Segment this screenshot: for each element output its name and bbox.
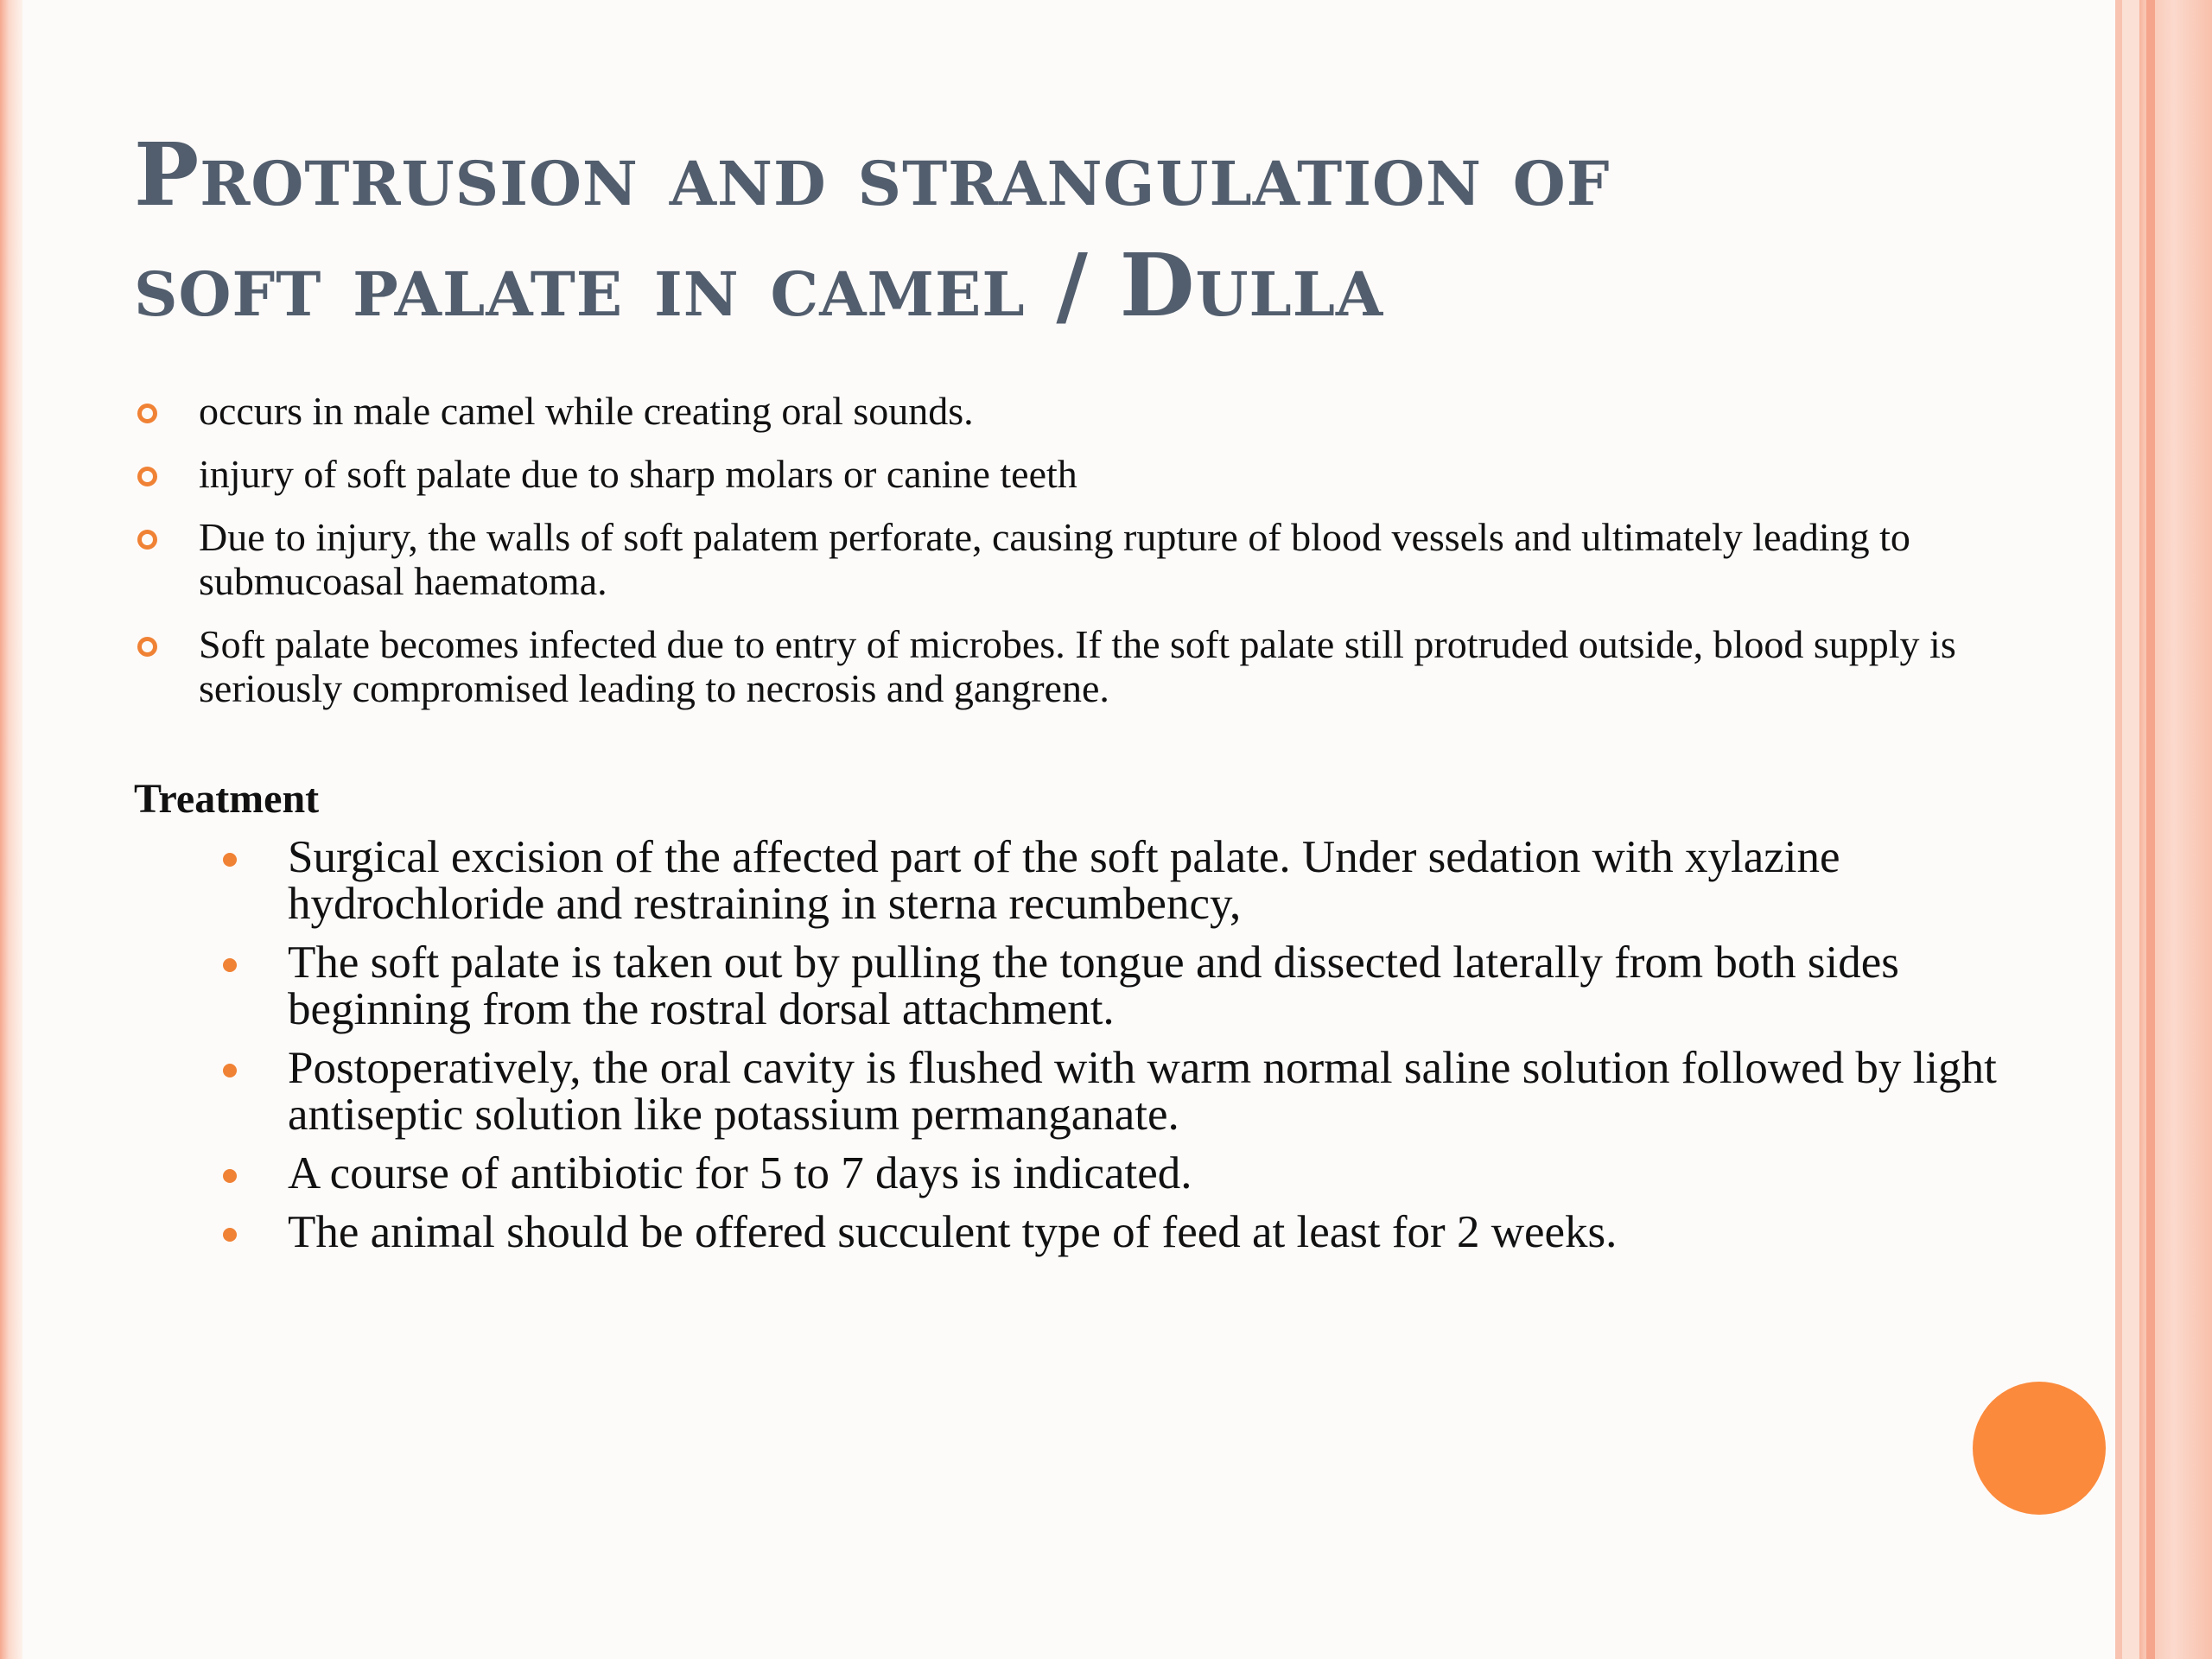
treatment-text: Surgical excision of the affected part of the soft palate. Under sedation with xylazine hydrochloride and restraining in sterna recumbency, <box>288 832 1840 929</box>
dot-bullet-icon <box>223 1169 237 1183</box>
list-item <box>223 1150 2020 1197</box>
right-decorative-border <box>2122 0 2139 1659</box>
treatment-text: The soft palate is taken out by pulling the tongue and dissected laterally from both sides beginning from the rostral dorsal attachment. <box>288 938 1899 1034</box>
dot-bullet-icon <box>223 1228 237 1242</box>
list-item <box>134 452 1992 496</box>
list-item <box>134 389 1992 433</box>
intro-bullet-list <box>134 389 1992 729</box>
ring-bullet-icon <box>137 467 157 486</box>
ring-bullet-icon <box>137 404 157 423</box>
dot-bullet-icon <box>223 853 237 867</box>
bullet-text: Soft palate becomes infected due to entry of microbes. If the soft palate still protruded outside, blood supply is seriously compromised leading to necrosis and gangrene. <box>199 622 1956 710</box>
treatment-text: Postoperatively, the oral cavity is flushed with warm normal saline solution followed by light antiseptic solution like potassium permanganate. <box>288 1043 1997 1140</box>
bullet-text: occurs in male camel while creating oral sounds. <box>199 389 974 433</box>
list-item <box>223 939 2020 1033</box>
ring-bullet-icon <box>137 637 157 657</box>
treatment-heading: Treatment <box>134 776 320 822</box>
list-item <box>223 1045 2020 1138</box>
bullet-text: injury of soft palate due to sharp molars or canine teeth <box>199 452 1077 496</box>
slide-title <box>134 119 2078 340</box>
slide-title-line-2: soft palate in camel / Dulla <box>134 234 1384 336</box>
treatment-text: The animal should be offered succulent type of feed at least for 2 weeks. <box>288 1207 1618 1257</box>
bullet-text: Due to injury, the walls of soft palatem perforate, causing rupture of blood vessels and ultimately leading to submucoasal haematoma. <box>199 515 1910 603</box>
treatment-text: A course of antibiotic for 5 to 7 days is indicated. <box>288 1148 1192 1198</box>
list-item <box>134 622 1992 710</box>
ring-bullet-icon <box>137 530 157 550</box>
dot-bullet-icon <box>223 1064 237 1077</box>
dot-bullet-icon <box>223 958 237 972</box>
list-item <box>223 834 2020 927</box>
right-decorative-border <box>2115 0 2122 1659</box>
slide-title-line-1: Protrusion and strangulation of <box>134 124 1611 226</box>
treatment-bullet-list <box>223 834 2020 1268</box>
decorative-circle-icon <box>1973 1382 2106 1515</box>
left-decorative-border <box>0 0 22 1659</box>
right-decorative-border <box>2146 0 2155 1659</box>
list-item <box>223 1209 2020 1255</box>
list-item <box>134 515 1992 603</box>
